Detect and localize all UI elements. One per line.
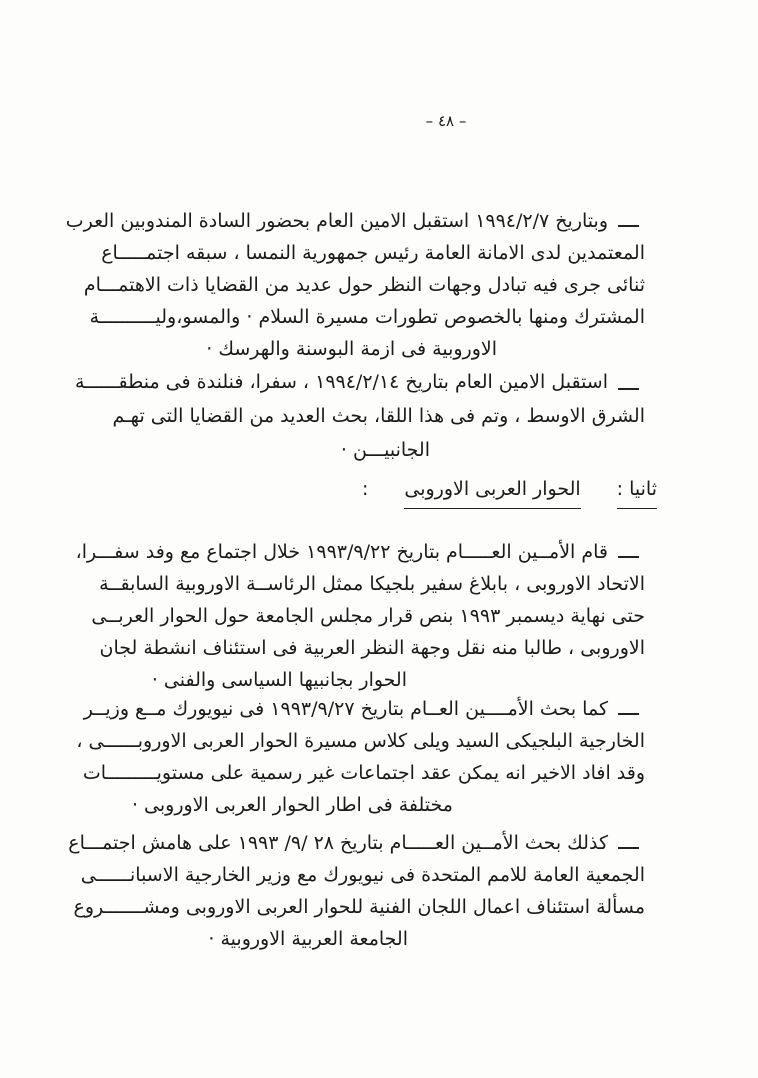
paragraph-line: الاوروبية فى ازمة البوسنة والهرسك · <box>206 338 497 360</box>
paragraph-line: المعتمدين لدى الامانة العامة رئيس جمهورية النمسا ، سبقه اجتمـــــاع <box>101 242 645 264</box>
paragraph-line: الاوروبى ، طالبا منه نقل وجهة النظر العربية فى استئناف انشطة لجان <box>99 637 645 659</box>
paragraph <box>76 693 645 821</box>
page-number: – ٤٨ – <box>425 112 467 130</box>
bullet-dash-icon <box>618 556 639 558</box>
paragraph-line: الحوار بجانبيها السياسى والفنى · <box>151 669 407 691</box>
section-heading-term: ثانيا : <box>617 476 657 509</box>
paragraph-line: ثنائى جرى فيه تبادل وجهات النظر حول عديد من القضايا ذات الاهتمـــام <box>83 274 645 296</box>
bullet-dash-icon <box>618 388 639 390</box>
paragraph-line: الجامعة العربية الاوروبية · <box>208 928 408 950</box>
paragraph-line: كذلك بحث الأمــين العـــــام بتاريخ ٢٨ /٩/ ١٩٩٣ على هامش اجتمـــاع <box>68 832 608 854</box>
paragraph <box>74 365 645 467</box>
paragraph-line: حتى نهاية ديسمبر ١٩٩٣ بنص قرار مجلس الجامعة حول الحوار العربــى <box>91 605 645 627</box>
paragraph-line: الشرق الاوسط ، وتم فى هذا اللقا، بحث العديد من القضايا التى تهـم <box>112 405 645 427</box>
paragraph <box>65 205 645 365</box>
paragraph-line: وبتاريخ ١٩٩٤/٢/٧ استقبل الامين العام بحضور السادة المندوبين العرب <box>65 210 608 232</box>
bullet-dash-icon <box>618 225 639 227</box>
section-heading <box>362 476 657 509</box>
paragraph-line: المشترك ومنها بالخصوص تطورات مسيرة السلام · والمسو،وليــــــــــة <box>89 306 645 328</box>
section-heading-title: الحوار العربى الاوروبى <box>404 476 580 509</box>
paragraph <box>75 536 645 696</box>
section-heading-colon: : <box>361 478 369 500</box>
bullet-dash-icon <box>618 713 639 715</box>
paragraph-line: وقد افاد الاخير انه يمكن عقد اجتماعات غير رسمية على مستويـــــــــات <box>82 762 645 784</box>
paragraph-line: الجانبيـــن · <box>340 439 430 461</box>
paragraph <box>68 827 645 955</box>
paragraph-line: الخارجية البلجيكى السيد ويلى كلاس مسيرة الحوار العربى الاوروبــــــى ، <box>76 730 645 752</box>
paragraph-line: استقبل الامين العام بتاريخ ١٩٩٤/٢/١٤ ، سفرا، فنلندة فى منطقــــــة <box>74 371 608 393</box>
paragraph-line: مختلفة فى اطار الحوار العربى الاوروبى · <box>131 794 453 816</box>
bullet-dash-icon <box>618 847 639 849</box>
paragraph-line: الجمعية العامة للامم المتحدة فى نيويورك مع وزير الخارجية الاسبانــــــى <box>80 864 645 886</box>
paragraph-line: مسألة استئناف اعمال اللجان الفنية للحوار العربى الاوروبى ومشـــــــروع <box>73 896 645 918</box>
paragraph-line: الاتحاد الاوروبى ، بابلاغ سفير بلجيكا ممثل الرئاســة الاوروبية السابقــة <box>99 573 645 595</box>
paragraph-line: قام الأمــين العـــــام بتاريخ ١٩٩٣/٩/٢٢ خلال اجتماع مع وفد سفـــرا، <box>75 541 608 563</box>
paragraph-line: كما بحث الأمــــين العــام بتاريخ ١٩٩٣/٩/٢٧ فى نيويورك مــع وزيــر <box>83 698 608 720</box>
